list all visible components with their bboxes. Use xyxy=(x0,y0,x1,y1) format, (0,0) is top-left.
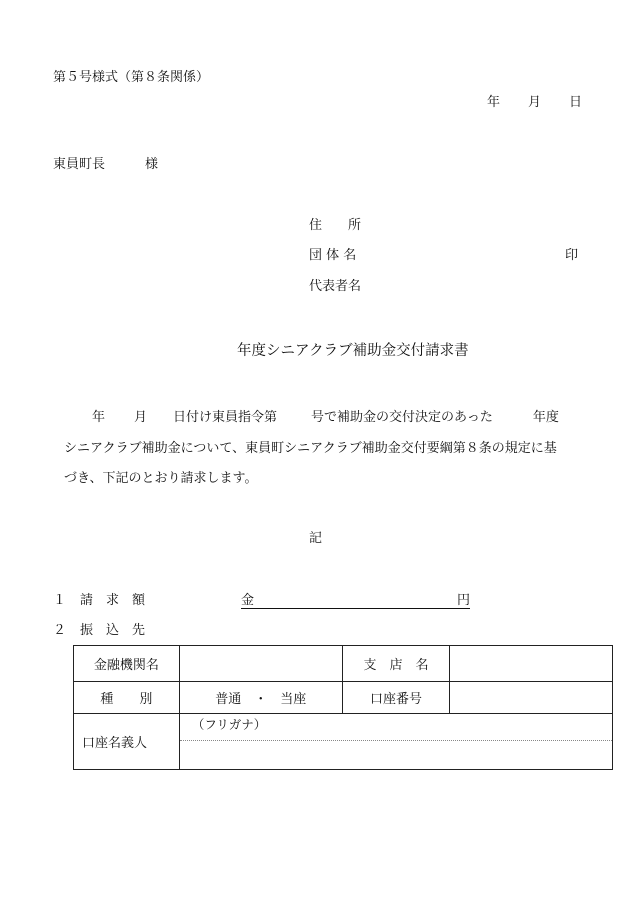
furigana-row[interactable] xyxy=(180,714,612,741)
item-1-number: １ xyxy=(53,593,67,608)
body-month: 月 xyxy=(134,410,148,425)
address-label: 住 所 xyxy=(309,218,362,233)
addressee xyxy=(53,157,158,173)
seal-mark: 印 xyxy=(565,248,579,263)
account-holder-label: 口座名義人 xyxy=(74,714,180,770)
item-2-label: 振 込 先 xyxy=(80,623,146,638)
date-month: 月 xyxy=(528,95,542,110)
group-name-label: 団 体 名 xyxy=(309,248,357,263)
ki-heading: 記 xyxy=(309,531,323,546)
account-type-label: 種 別 xyxy=(74,682,180,714)
representative-label: 代表者名 xyxy=(309,279,362,294)
amount-prefix: 金 xyxy=(241,593,255,608)
institution-value[interactable] xyxy=(179,646,342,682)
account-number-label: 口座番号 xyxy=(342,682,450,714)
body-line-1 xyxy=(92,410,559,426)
branch-value[interactable] xyxy=(450,646,613,682)
body-line-2: シニアクラブ補助金について、東員町シニアクラブ補助金交付要綱第８条の規定に基 xyxy=(64,441,557,456)
item-2-number: ２ xyxy=(53,623,67,638)
body-year: 年 xyxy=(92,410,106,425)
account-number-value[interactable] xyxy=(450,682,613,714)
body-number: 号で補助金の交付決定のあった xyxy=(311,410,493,425)
amount-field[interactable] xyxy=(241,591,470,609)
bank-account-table xyxy=(73,645,613,770)
body-fiscal-year: 年度 xyxy=(532,410,559,425)
body-dated: 日付け東員指令第 xyxy=(173,410,278,425)
branch-label: 支 店 名 xyxy=(342,646,450,682)
date-year: 年 xyxy=(487,95,501,110)
date-day: 日 xyxy=(569,95,583,110)
addressee-name: 東員町長 xyxy=(53,157,106,172)
institution-label: 金融機関名 xyxy=(74,646,180,682)
form-label: 第５号様式（第８条関係） xyxy=(53,70,210,85)
date-line xyxy=(487,95,582,111)
account-holder-value[interactable] xyxy=(179,714,612,770)
addressee-honorific: 様 xyxy=(145,157,159,172)
document-title: 年度シニアクラブ補助金交付請求書 xyxy=(237,343,469,359)
amount-suffix: 円 xyxy=(456,593,470,608)
item-1-label: 請 求 額 xyxy=(80,593,146,608)
body-line-3: づき、下記のとおり請求します。 xyxy=(64,471,258,486)
account-type-value[interactable]: 普通 ・ 当座 xyxy=(179,682,342,714)
furigana-label: （フリガナ） xyxy=(191,717,267,732)
